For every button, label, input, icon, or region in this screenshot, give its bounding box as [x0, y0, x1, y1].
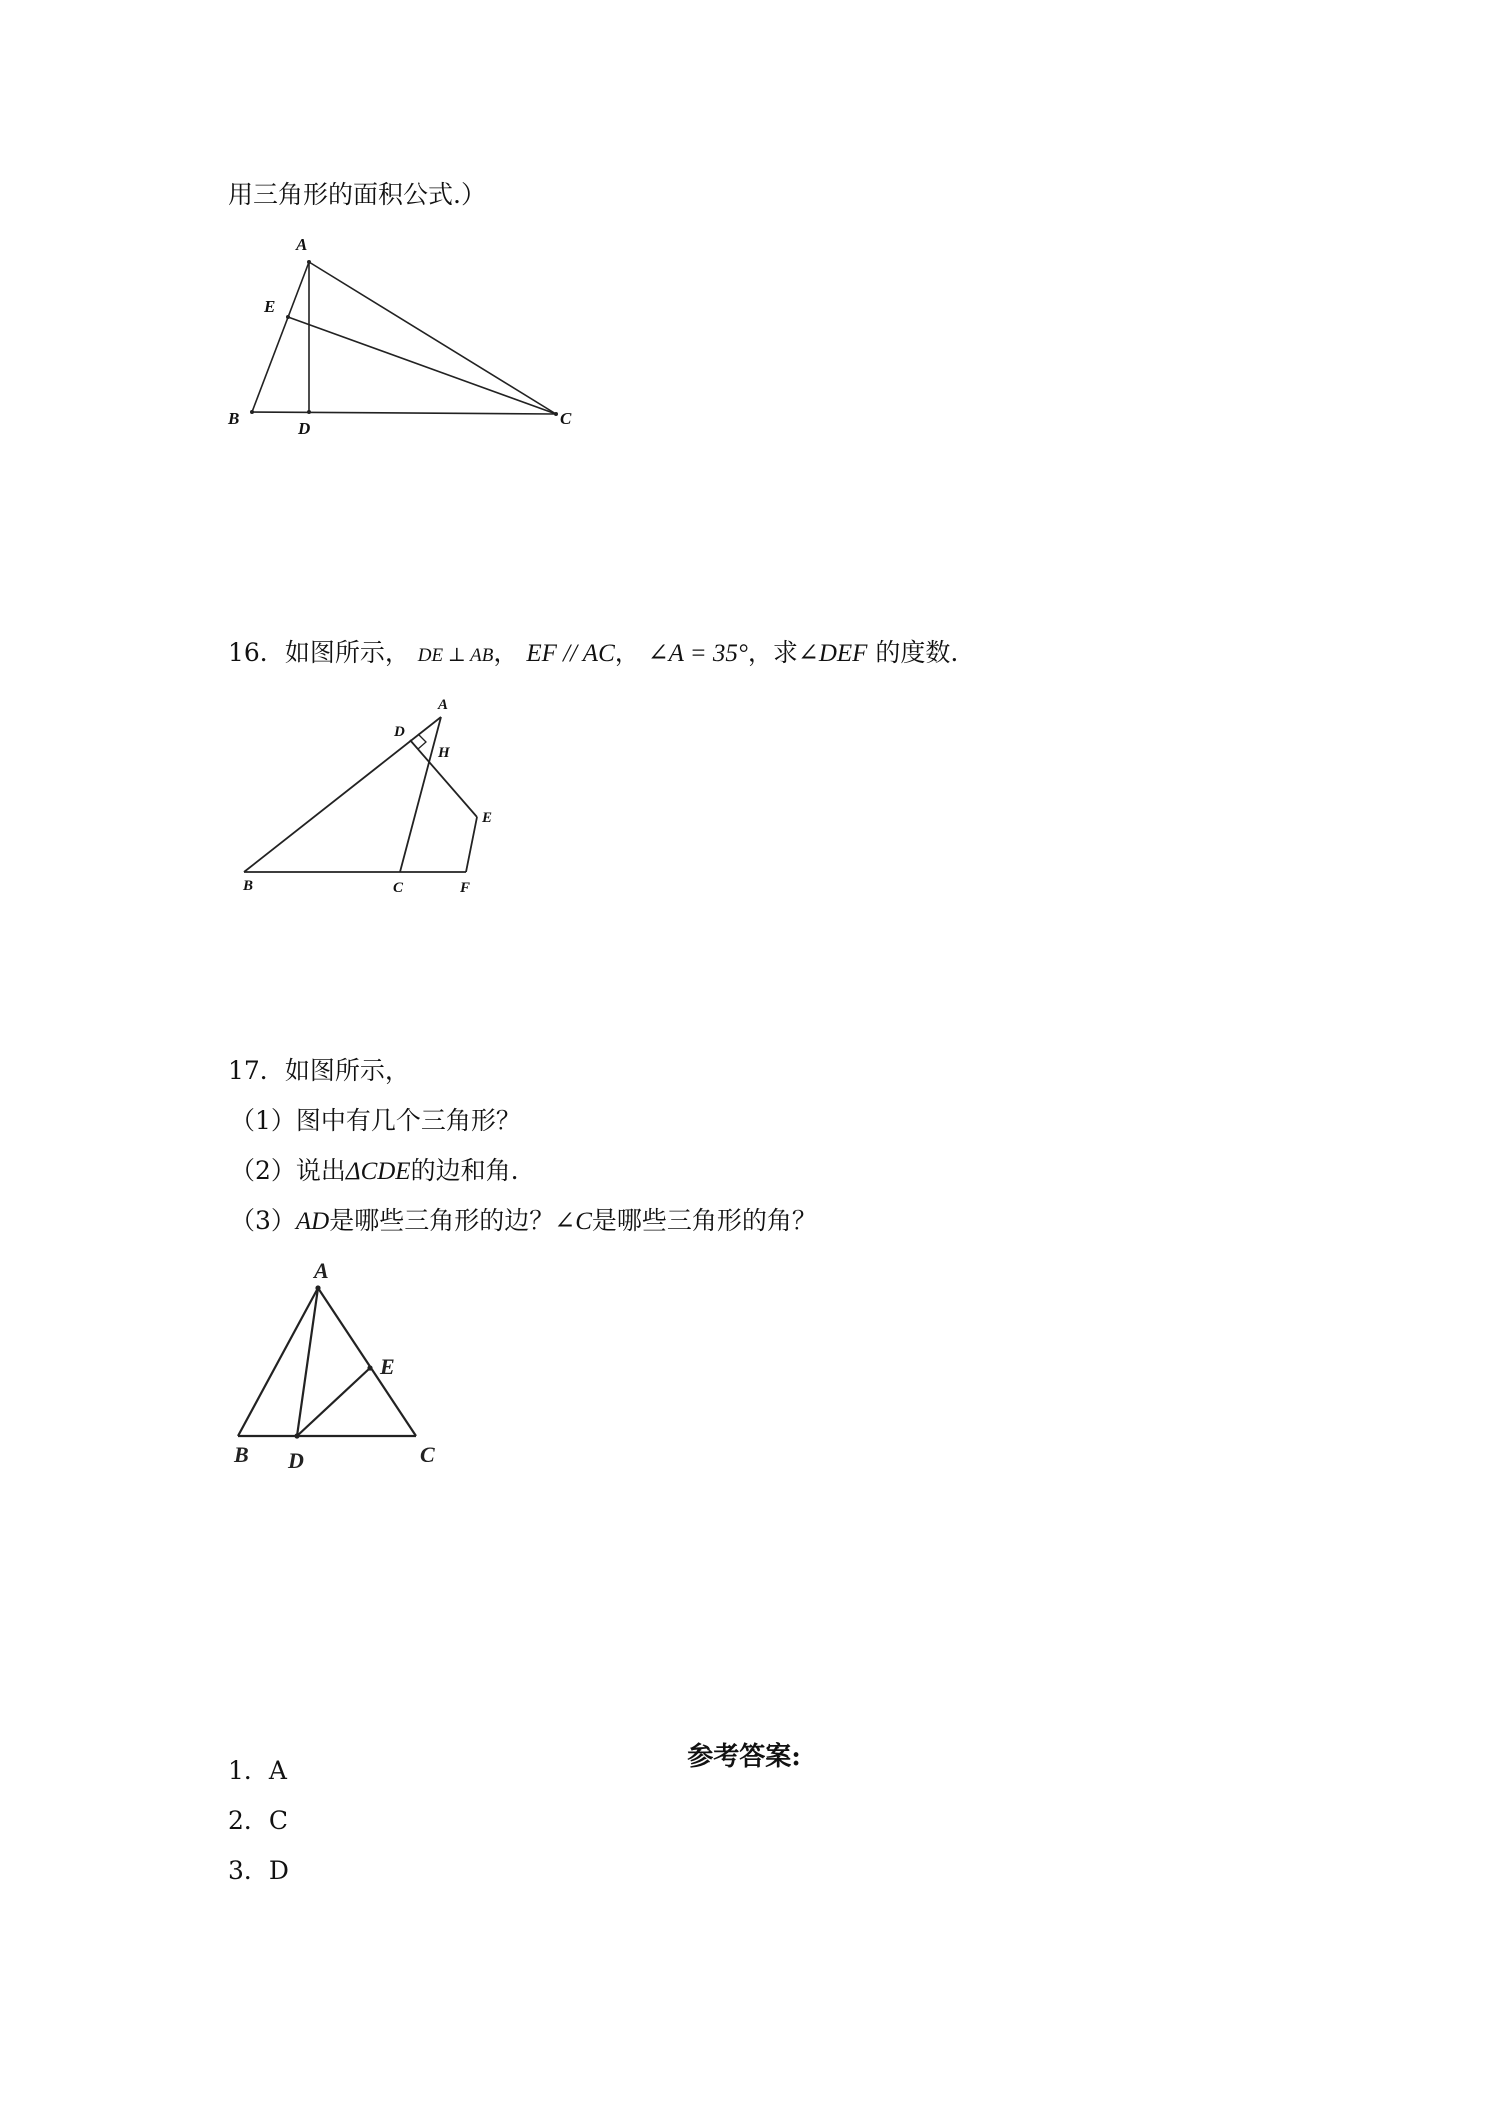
q17-label-e: E — [380, 1354, 395, 1379]
q16-intro: 如图所示， — [284, 638, 410, 667]
q15-label-b: B — [228, 409, 240, 428]
answer-item-3 — [228, 1854, 289, 1888]
q17-part-2-pre: （2）说出 — [230, 1156, 346, 1185]
answer-item-1 — [228, 1754, 287, 1788]
segment-ab — [238, 1288, 318, 1436]
q16-sep-1: ， — [493, 638, 519, 667]
q16-figure — [230, 692, 530, 916]
q16-tail: 的度数. — [875, 638, 959, 667]
q16-condition-parallel: EF // AC — [526, 640, 615, 667]
q17-figure — [222, 1256, 462, 1500]
segment-ad — [297, 1288, 318, 1436]
q15-label-c: C — [560, 409, 572, 428]
q17-segment-ad: AD — [295, 1208, 330, 1235]
segment-ac — [400, 717, 441, 872]
segment-ab — [244, 717, 441, 872]
segment-ac — [318, 1288, 416, 1436]
q16-sep-3: ，求 — [747, 638, 798, 667]
q17-label-b: B — [234, 1442, 249, 1467]
segment-ef — [466, 817, 477, 872]
q16-number: 16． — [228, 638, 285, 667]
q16-statement — [228, 636, 958, 673]
answer-value: A — [268, 1756, 287, 1785]
q15-label-e: E — [264, 297, 276, 316]
q15-text-tail: 用三角形的面积公式.） — [228, 180, 486, 209]
q15-label-d: D — [298, 419, 311, 438]
q17-statement — [228, 1054, 410, 1088]
q17-part-3-post: 是哪些三角形的角？ — [591, 1206, 817, 1235]
q16-sep-2: ， — [614, 638, 640, 667]
q17-label-d: D — [288, 1448, 304, 1473]
q17-triangle-cde: ΔCDE — [345, 1158, 411, 1185]
answer-number: 1． — [228, 1756, 269, 1785]
q17-label-a: A — [314, 1258, 329, 1283]
q16-target-angle: ∠DEF — [797, 640, 868, 667]
answer-number: 3． — [228, 1856, 269, 1885]
right-angle-mark — [418, 734, 426, 749]
q15-figure — [220, 228, 600, 452]
segment-de — [297, 1368, 370, 1436]
q17-part-3-mid: 是哪些三角形的边？ — [329, 1206, 555, 1235]
q16-condition-perpendicular: DE ⊥ AB — [417, 645, 494, 666]
segment-ab — [252, 262, 309, 412]
q17-label-c: C — [420, 1442, 435, 1467]
q16-label-a: A — [438, 697, 449, 713]
answers-title: 参考答案: — [687, 1742, 801, 1772]
q17-intro: 如图所示， — [284, 1056, 410, 1085]
q16-label-d: D — [394, 724, 405, 740]
answer-value: C — [268, 1806, 289, 1835]
q17-angle-c: ∠C — [554, 1208, 592, 1235]
q17-part-1: （1）图中有几个三角形？ — [230, 1106, 521, 1135]
q17-part-2 — [230, 1154, 519, 1189]
q17-part-2-post: 的边和角. — [410, 1156, 519, 1185]
q15-label-a: A — [296, 235, 308, 254]
answer-value: D — [268, 1856, 289, 1885]
q17-part-3-pre: （3） — [230, 1206, 296, 1235]
answer-item-2 — [228, 1804, 288, 1838]
q16-label-h: H — [438, 745, 450, 761]
q17-number: 17． — [228, 1056, 285, 1085]
q16-label-e: E — [482, 810, 493, 826]
q16-label-c: C — [393, 880, 404, 896]
q16-label-b: B — [243, 878, 254, 894]
q17-part-3 — [230, 1204, 817, 1239]
answer-number: 2． — [228, 1806, 269, 1835]
q16-condition-angle: ∠A = 35° — [647, 640, 748, 667]
segment-bc — [252, 412, 556, 414]
q16-label-f: F — [460, 880, 471, 896]
